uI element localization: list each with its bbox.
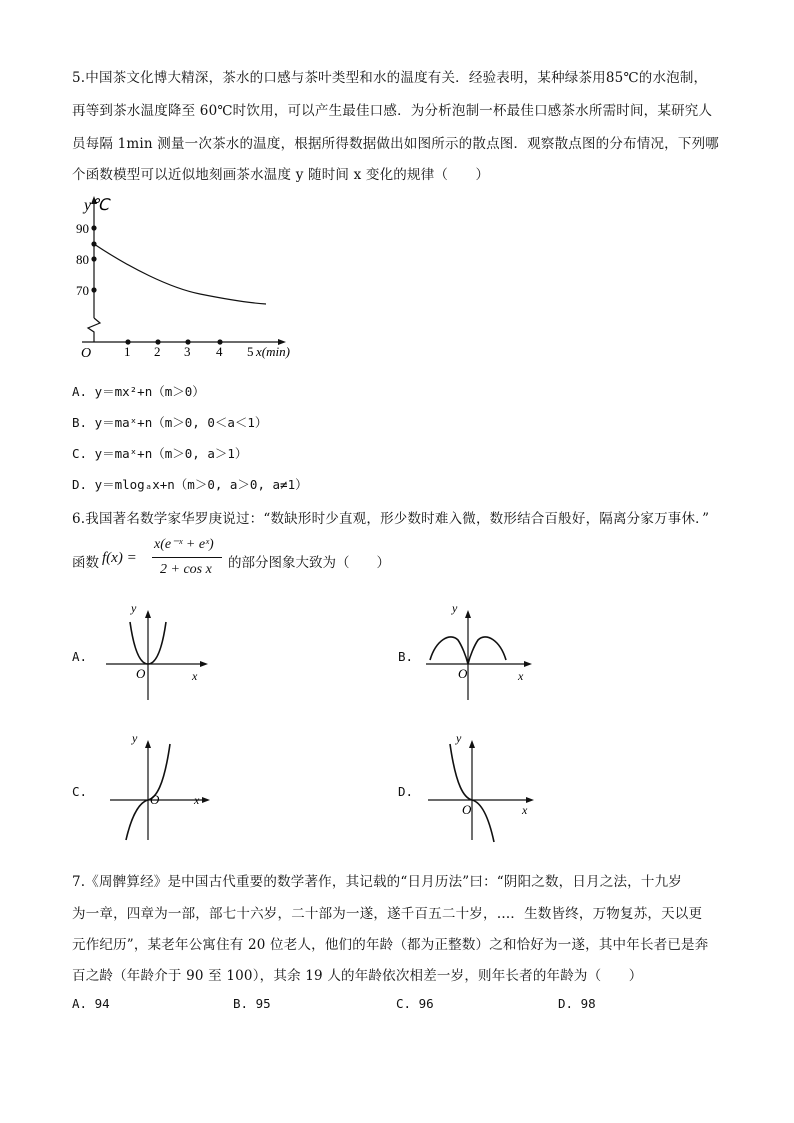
q5-xtick-4: 4 (216, 344, 223, 359)
q6-option-a[interactable]: A. (72, 649, 88, 664)
q5-scatter-plot (70, 190, 310, 370)
q5-y-unit-label: y℃ (84, 197, 110, 214)
q6-fraction-bar (152, 557, 222, 558)
q7-line-2: 为一章，四章为一部，部七十六岁，二十部为一遂，遂千百五二十岁，…．生数皆终，万物复苏，天以更 (72, 906, 703, 922)
q5-ytick-dot-90 (91, 225, 96, 230)
q6a-y-label: y (131, 601, 137, 615)
q6b-y-arrow (465, 610, 471, 618)
q5-ytick-dot-70 (91, 287, 96, 292)
q5-line-4: 个函数模型可以近似地刻画茶水温度 y 随时间 x 变化的规律（ ） (72, 167, 490, 183)
q7-line-3: 元作纪历”，某老年公寓住有 20 位老人，他们的年龄（都为正整数）之和恰好为一遂，其中年长者已是奔 (72, 937, 709, 953)
q7-line-1: 7.《周髀算经》是中国古代重要的数学著作，其记载的“日月历法”曰：“阴阳之数，日月之法，十九岁 (72, 874, 682, 890)
q5-ytick-90: 90 (76, 221, 89, 236)
q5-line-1: 5.中国茶文化博大精深，茶水的口感与茶叶类型和水的温度有关．经验表明，某种绿茶用85℃的水泡制， (72, 70, 708, 86)
q6-option-c[interactable]: C. (72, 784, 88, 799)
q5-ytick-80: 80 (76, 252, 89, 267)
q7-option-a[interactable]: A. 94 (72, 996, 110, 1011)
q5-option-d[interactable]: D. y＝mlogₐx+n（m＞0, a＞0, a≠1） (72, 477, 308, 492)
q6-option-d[interactable]: D. (398, 784, 414, 799)
q6c-x-label: x (194, 793, 200, 807)
q6-graph-a[interactable] (98, 600, 218, 710)
q5-origin: O (81, 346, 92, 361)
q5-xtick-1: 1 (124, 344, 131, 359)
q7-option-d[interactable]: D. 98 (558, 996, 596, 1011)
q6-denominator: 2 + cos x (160, 562, 212, 577)
q5-axis-break (88, 318, 100, 342)
q7-option-c[interactable]: C. 96 (396, 996, 434, 1011)
q7-option-b[interactable]: B. 95 (233, 996, 271, 1011)
q5-line-3: 员每隔 1min 测量一次茶水的温度，根据所得数据做出如图所示的散点图．观察散点图的分布情况，下列哪 (72, 136, 719, 152)
q6c-y-arrow (145, 740, 151, 748)
q6d-y-label: y (456, 731, 462, 745)
q6-line-1: 6.我国著名数学家华罗庚说过：“数缺形时少直观，形少数时难入微，数形结合百般好，隔离分家万事休．” (72, 511, 710, 527)
q6b-x-label: x (518, 669, 524, 683)
q6b-x-arrow (524, 661, 532, 667)
q5-option-c[interactable]: C. y＝maˣ+n（m＞0, a＞1） (72, 446, 248, 461)
q7-line-4: 百之龄（年龄介于 90 至 100），其余 19 人的年龄依次相差一岁，则年长者的年龄为（ ） (72, 968, 643, 984)
q6-func-name: f(x) = (102, 550, 137, 566)
q5-ytick-dot-80 (91, 256, 96, 261)
q6a-y-arrow (145, 610, 151, 618)
q5-line-2: 再等到茶水温度降至 60℃时饮用，可以产生最佳口感．为分析泡制一杯最佳口感茶水所需时间，某研究人 (72, 103, 713, 119)
q6d-x-label: x (522, 803, 528, 817)
q6c-x-arrow (202, 797, 210, 803)
q5-option-b[interactable]: B. y＝maˣ+n（m＞0, 0＜a＜1） (72, 415, 268, 430)
q5-option-a[interactable]: A. y＝mx²+n（m＞0） (72, 384, 205, 399)
q6-func-prefix: 函数 (72, 555, 99, 571)
q5-xtick-2: 2 (154, 344, 161, 359)
q6a-origin: O (136, 666, 146, 681)
q6b-origin: O (458, 666, 468, 681)
q5-xtick-3: 3 (184, 344, 191, 359)
q5-xtick-5: 5 (247, 344, 254, 359)
q6d-y-arrow (469, 740, 475, 748)
q6-graph-b[interactable] (420, 600, 540, 710)
q5-x-axis-label: x(min) (256, 344, 290, 359)
q6a-x-arrow (200, 661, 208, 667)
q5-ytick-70: 70 (76, 283, 89, 298)
q6d-origin: O (462, 802, 472, 817)
q6a-x-label: x (192, 669, 198, 683)
q5-decay-curve (94, 244, 266, 304)
q6-graph-c[interactable] (100, 730, 220, 846)
q6c-y-label: y (132, 731, 138, 745)
q6-numerator: x(e⁻ˣ + eˣ) (154, 537, 214, 552)
q6b-y-label: y (452, 601, 458, 615)
q6-graph-d[interactable] (422, 730, 542, 846)
q6-func-suffix: 的部分图象大致为（ ） (228, 555, 390, 571)
q6-function-expression (72, 536, 492, 586)
q6c-origin: O (150, 792, 160, 807)
q6-option-b[interactable]: B. (398, 649, 414, 664)
